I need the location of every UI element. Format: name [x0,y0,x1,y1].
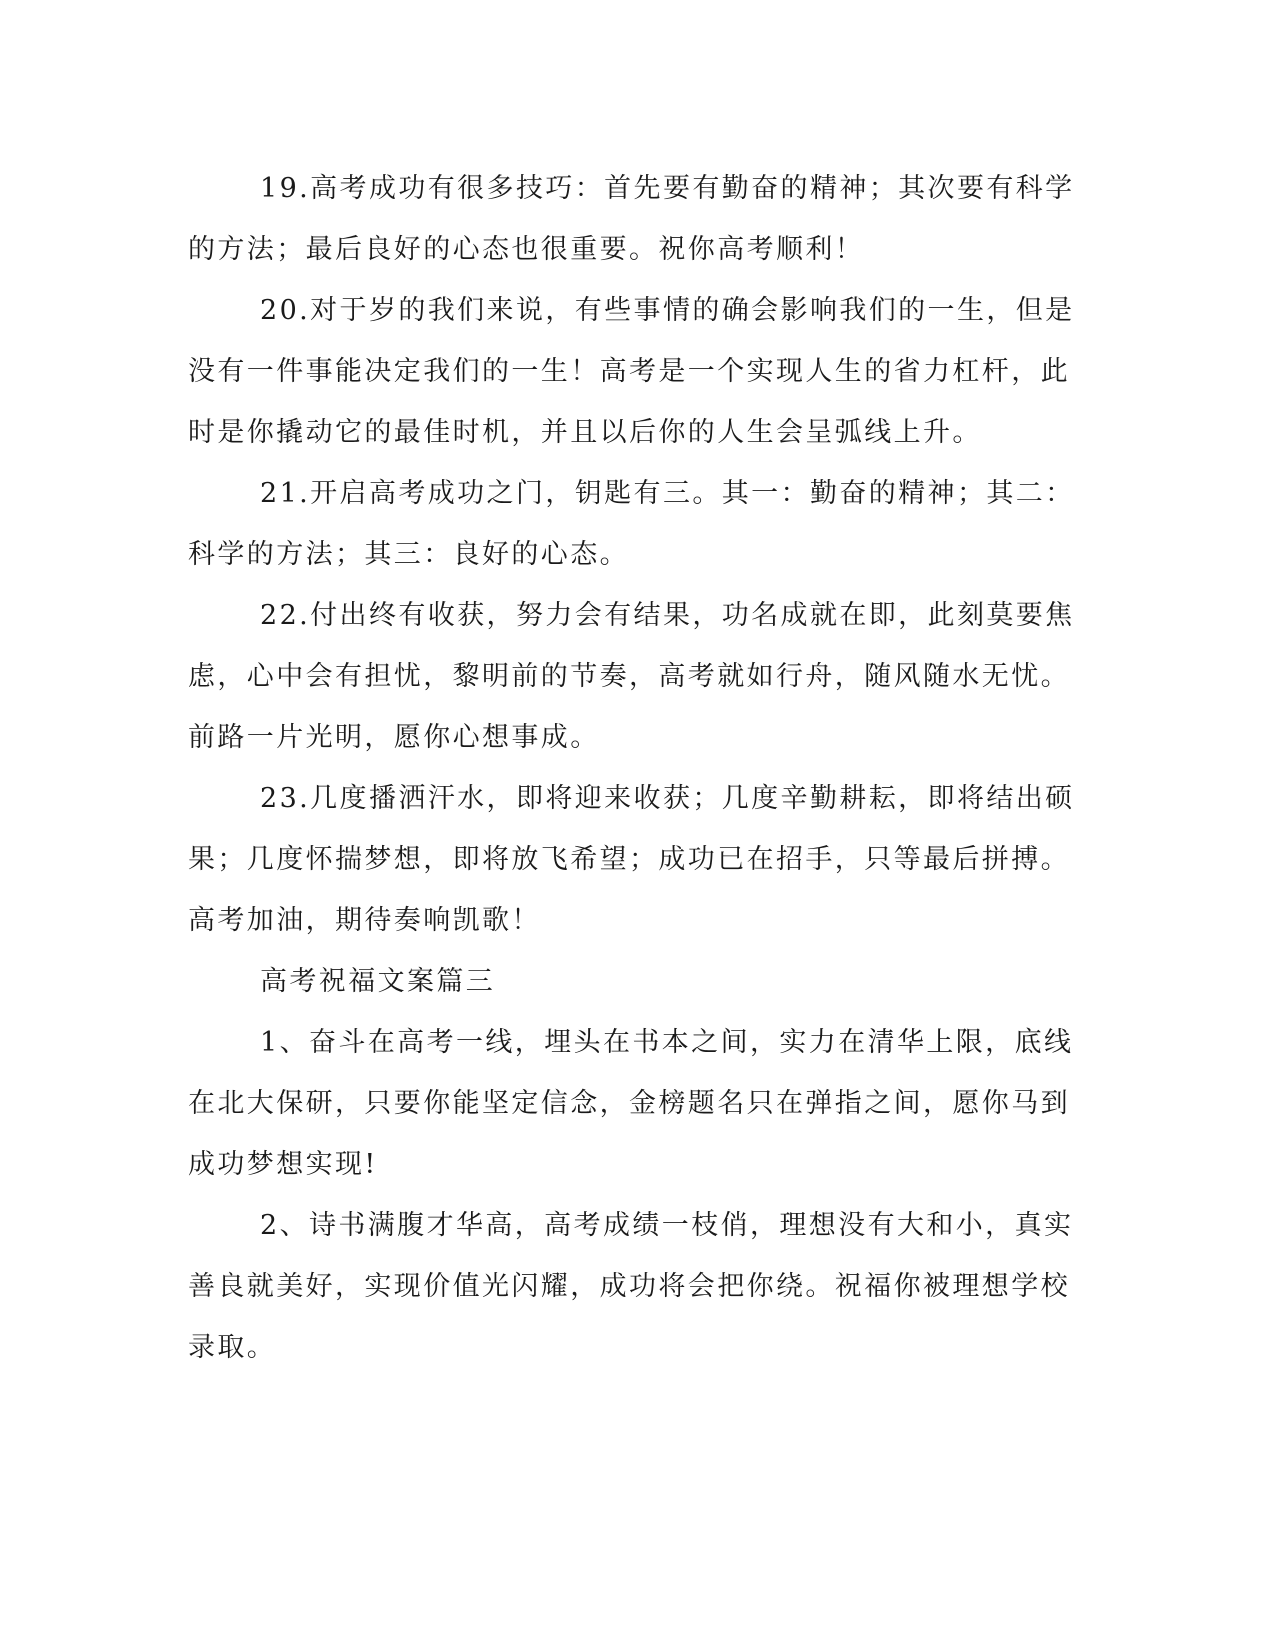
paragraph-item-1: 1、奋斗在高考一线，埋头在书本之间，实力在清华上限，底线在北大保研，只要你能坚定信念，金榜题名只在弹指之间，愿你马到成功梦想实现! [188,1027,1074,1180]
paragraph-20: 20.对于岁的我们来说，有些事情的确会影响我们的一生，但是没有一件事能决定我们的一生！高考是一个实现人生的省力杠杆，此时是你撬动它的最佳时机，并且以后你的人生会呈弧线上升。 [188,295,1075,448]
paragraph-19: 19.高考成功有很多技巧：首先要有勤奋的精神；其次要有科学的方法；最后良好的心态也很重要。祝你高考顺利！ [188,173,1075,265]
paragraph-23: 23.几度播洒汗水，即将迎来收获；几度辛勤耕耘，即将结出硕果；几度怀揣梦想，即将放飞希望；成功已在招手，只等最后拼搏。高考加油，期待奏响凯歌！ [188,783,1075,936]
document-body [188,158,1080,1378]
paragraph-21: 21.开启高考成功之门，钥匙有三。其一：勤奋的精神；其二：科学的方法；其三：良好的心态。 [188,478,1075,570]
section-heading: 高考祝福文案篇三 [260,966,496,997]
paragraph-item-2: 2、诗书满腹才华高，高考成绩一枝俏，理想没有大和小，真实善良就美好，实现价值光闪耀，成功将会把你绕。祝福你被理想学校录取。 [188,1210,1074,1363]
paragraph-22: 22.付出终有收获，努力会有结果，功名成就在即，此刻莫要焦虑，心中会有担忧，黎明前的节奏，高考就如行舟，随风随水无忧。前路一片光明，愿你心想事成。 [188,600,1075,753]
